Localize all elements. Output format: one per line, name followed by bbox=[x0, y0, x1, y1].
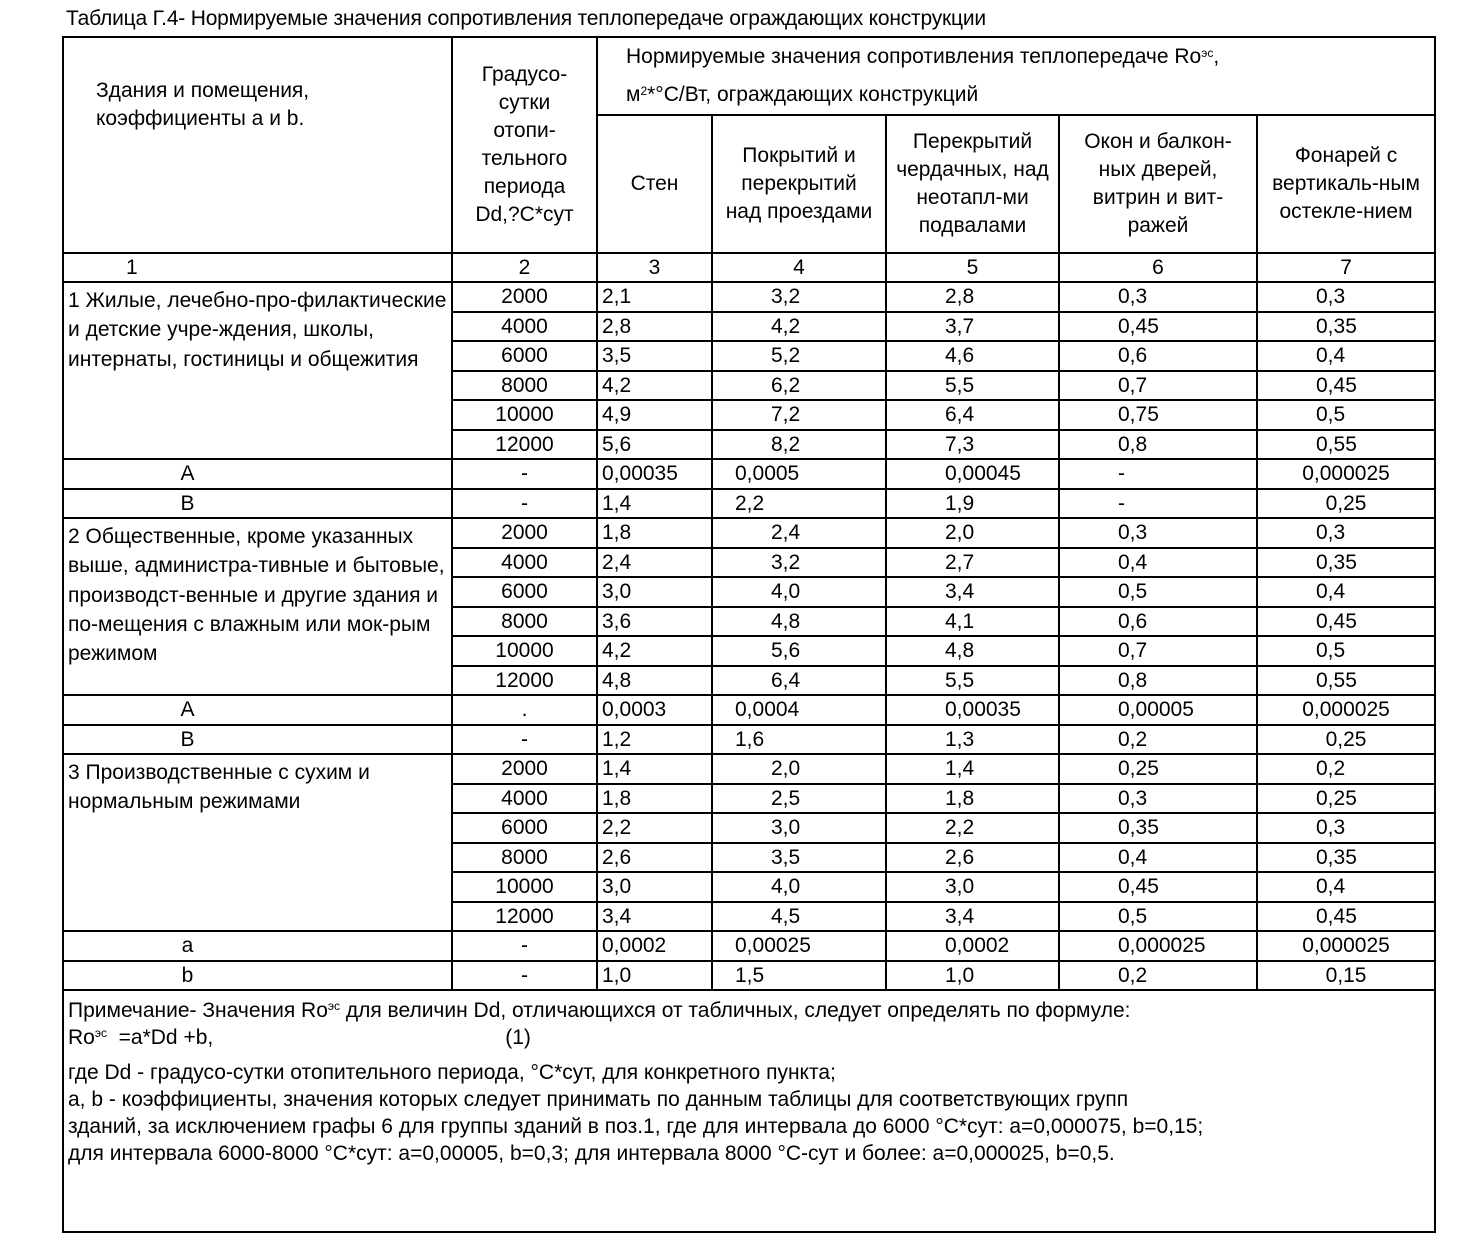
attic-floors-value: 1,3 bbox=[886, 725, 1059, 755]
attic-floors-value: 0,00035 bbox=[886, 695, 1059, 725]
column-number: 4 bbox=[712, 253, 886, 282]
coefficient-label: B bbox=[63, 725, 452, 755]
attic-floors-value: 1,0 bbox=[886, 961, 1059, 991]
walls-value: 2,2 bbox=[597, 813, 712, 843]
walls-value: 1,8 bbox=[597, 518, 712, 548]
skylights-value: 0,45 bbox=[1257, 607, 1435, 637]
degree-days-cell: 6000 bbox=[452, 813, 597, 843]
walls-value: 1,2 bbox=[597, 725, 712, 755]
skylights-value: 0,000025 bbox=[1257, 931, 1435, 961]
walls-value: 1,0 bbox=[597, 961, 712, 991]
coefficient-row-b bbox=[63, 489, 1435, 519]
attic-floors-value: 3,4 bbox=[886, 902, 1059, 932]
column-number: 7 bbox=[1257, 253, 1435, 282]
coefficient-row-b bbox=[63, 725, 1435, 755]
walls-value: 3,5 bbox=[597, 341, 712, 371]
group-label: 3 Производственные с сухим и нормальным режимами bbox=[63, 754, 452, 931]
skylights-value: 0,25 bbox=[1257, 725, 1435, 755]
windows-value: 0,8 bbox=[1059, 666, 1257, 696]
attic-floors-value: 1,8 bbox=[886, 784, 1059, 814]
note-sup: эс bbox=[327, 999, 340, 1013]
walls-value: 5,6 bbox=[597, 430, 712, 460]
walls-value: 4,2 bbox=[597, 371, 712, 401]
skylights-value: 0,5 bbox=[1257, 400, 1435, 430]
roofs-value: 8,2 bbox=[712, 430, 886, 460]
walls-value: 2,8 bbox=[597, 312, 712, 342]
walls-value: 4,9 bbox=[597, 400, 712, 430]
windows-value: 0,6 bbox=[1059, 341, 1257, 371]
windows-value: - bbox=[1059, 489, 1257, 519]
skylights-value: 0,4 bbox=[1257, 341, 1435, 371]
walls-value: 0,00035 bbox=[597, 459, 712, 489]
skylights-value: 0,4 bbox=[1257, 577, 1435, 607]
roofs-value: 2,0 bbox=[712, 754, 886, 784]
header-group-sup: эс bbox=[1201, 46, 1214, 60]
header-windows: Окон и балкон-ных дверей, витрин и вит-ражей bbox=[1059, 115, 1257, 253]
note-line-4: a, b - коэффициенты, значения которых следует принимать по данным таблицы для соответствующих групп bbox=[68, 1088, 1129, 1111]
windows-value: 0,2 bbox=[1059, 725, 1257, 755]
walls-value: 1,4 bbox=[597, 754, 712, 784]
note-row bbox=[63, 990, 1435, 1232]
coefficient-label: a bbox=[63, 931, 452, 961]
attic-floors-value: 3,0 bbox=[886, 872, 1059, 902]
skylights-value: 0,3 bbox=[1257, 282, 1435, 312]
windows-value: 0,25 bbox=[1059, 754, 1257, 784]
roofs-value: 2,4 bbox=[712, 518, 886, 548]
skylights-value: 0,15 bbox=[1257, 961, 1435, 991]
windows-value: 0,3 bbox=[1059, 282, 1257, 312]
formula-number: (1) bbox=[505, 1026, 531, 1049]
degree-days-cell: 8000 bbox=[452, 371, 597, 401]
windows-value: 0,35 bbox=[1059, 813, 1257, 843]
windows-value: 0,4 bbox=[1059, 548, 1257, 578]
degree-days-cell: 2000 bbox=[452, 518, 597, 548]
degree-days-cell: - bbox=[452, 931, 597, 961]
degree-days-cell: 10000 bbox=[452, 400, 597, 430]
walls-value: 4,8 bbox=[597, 666, 712, 696]
attic-floors-value: 4,8 bbox=[886, 636, 1059, 666]
walls-value: 0,0002 bbox=[597, 931, 712, 961]
header-group-unit-sup: 2 bbox=[640, 84, 648, 98]
degree-days-cell: - bbox=[452, 961, 597, 991]
windows-value: 0,5 bbox=[1059, 577, 1257, 607]
attic-floors-value: 6,4 bbox=[886, 400, 1059, 430]
degree-days-cell: 2000 bbox=[452, 754, 597, 784]
roofs-value: 0,00025 bbox=[712, 931, 886, 961]
header-group-resistance bbox=[597, 37, 1435, 115]
walls-value: 2,6 bbox=[597, 843, 712, 873]
coefficient-label: b bbox=[63, 961, 452, 991]
roofs-value: 4,5 bbox=[712, 902, 886, 932]
roofs-value: 2,2 bbox=[712, 489, 886, 519]
degree-days-cell: 2000 bbox=[452, 282, 597, 312]
table-row bbox=[63, 754, 1435, 784]
attic-floors-value: 2,8 bbox=[886, 282, 1059, 312]
note-prefix: Примечание- Значения Ro bbox=[68, 999, 328, 1022]
roofs-value: 1,6 bbox=[712, 725, 886, 755]
skylights-value: 0,3 bbox=[1257, 518, 1435, 548]
walls-value: 0,0003 bbox=[597, 695, 712, 725]
header-group-title: Нормируемые значения сопротивления теплопередаче Ro bbox=[626, 45, 1202, 68]
degree-days-cell: 4000 bbox=[452, 312, 597, 342]
attic-floors-value: 2,2 bbox=[886, 813, 1059, 843]
windows-value: 0,75 bbox=[1059, 400, 1257, 430]
degree-days-cell: 6000 bbox=[452, 341, 597, 371]
group-label: 1 Жилые, лечебно-про-филактические и детские учре-ждения, школы, интернаты, гостиницы и общежития bbox=[63, 282, 452, 459]
header-degree-days: Градусо-сутки отопи-тельного периода Dd,?C*сут bbox=[452, 37, 597, 253]
coefficient-label: A bbox=[63, 695, 452, 725]
table-row bbox=[63, 518, 1435, 548]
roofs-value: 1,5 bbox=[712, 961, 886, 991]
skylights-value: 0,55 bbox=[1257, 666, 1435, 696]
windows-value: 0,5 bbox=[1059, 902, 1257, 932]
degree-days-cell: 4000 bbox=[452, 548, 597, 578]
walls-value: 3,6 bbox=[597, 607, 712, 637]
roofs-value: 2,5 bbox=[712, 784, 886, 814]
roofs-value: 6,2 bbox=[712, 371, 886, 401]
windows-value: 0,3 bbox=[1059, 784, 1257, 814]
roofs-value: 5,2 bbox=[712, 341, 886, 371]
column-number: 6 bbox=[1059, 253, 1257, 282]
coefficient-row-a bbox=[63, 931, 1435, 961]
windows-value: 0,7 bbox=[1059, 636, 1257, 666]
note-line-1 bbox=[68, 997, 1430, 1024]
column-number: 1 bbox=[63, 253, 452, 282]
degree-days-cell: 6000 bbox=[452, 577, 597, 607]
windows-value: 0,000025 bbox=[1059, 931, 1257, 961]
header-group-comma: , bbox=[1213, 45, 1220, 68]
attic-floors-value: 5,5 bbox=[886, 666, 1059, 696]
attic-floors-value: 3,7 bbox=[886, 312, 1059, 342]
attic-floors-value: 0,0002 bbox=[886, 931, 1059, 961]
column-numbers-row bbox=[63, 253, 1435, 282]
table-caption: Таблица Г.4- Нормируемые значения сопротивления теплопередаче ограждающих конструкции bbox=[66, 7, 986, 30]
attic-floors-value: 4,6 bbox=[886, 341, 1059, 371]
table-row bbox=[63, 282, 1435, 312]
attic-floors-value: 5,5 bbox=[886, 371, 1059, 401]
degree-days-cell: 10000 bbox=[452, 636, 597, 666]
header-group-unit: м bbox=[626, 83, 641, 106]
degree-days-cell: - bbox=[452, 489, 597, 519]
skylights-value: 0,55 bbox=[1257, 430, 1435, 460]
windows-value: 0,6 bbox=[1059, 607, 1257, 637]
attic-floors-value: 4,1 bbox=[886, 607, 1059, 637]
formula-rest: =a*Dd +b, bbox=[106, 1026, 214, 1049]
note-line-3: где Dd - градусо-сутки отопительного периода, °С*сут, для конкретного пункта; bbox=[68, 1061, 836, 1084]
windows-value: 0,8 bbox=[1059, 430, 1257, 460]
skylights-value: 0,45 bbox=[1257, 371, 1435, 401]
coefficient-row-a bbox=[63, 459, 1435, 489]
table-note bbox=[63, 990, 1435, 1232]
attic-floors-value: 1,4 bbox=[886, 754, 1059, 784]
degree-days-cell: 12000 bbox=[452, 902, 597, 932]
note-formula bbox=[68, 1024, 1430, 1051]
roofs-value: 0,0005 bbox=[712, 459, 886, 489]
degree-days-cell: 12000 bbox=[452, 430, 597, 460]
formula-sup: эс bbox=[94, 1026, 107, 1040]
roofs-value: 6,4 bbox=[712, 666, 886, 696]
roofs-value: 7,2 bbox=[712, 400, 886, 430]
windows-value: 0,00005 bbox=[1059, 695, 1257, 725]
skylights-value: 0,4 bbox=[1257, 872, 1435, 902]
header-walls: Стен bbox=[597, 115, 712, 253]
formula-base: Ro bbox=[68, 1026, 95, 1049]
roofs-value: 3,0 bbox=[712, 813, 886, 843]
skylights-value: 0,25 bbox=[1257, 784, 1435, 814]
note-line-6: для интервала 6000-8000 °С*сут: a=0,00005, b=0,3; для интервала 8000 °С-сут и более: a=0,000025, b=0,5. bbox=[68, 1142, 1115, 1165]
skylights-value: 0,000025 bbox=[1257, 695, 1435, 725]
attic-floors-value: 2,7 bbox=[886, 548, 1059, 578]
degree-days-cell: 10000 bbox=[452, 872, 597, 902]
degree-days-cell: 4000 bbox=[452, 784, 597, 814]
attic-floors-value: 3,4 bbox=[886, 577, 1059, 607]
degree-days-cell: - bbox=[452, 459, 597, 489]
windows-value: 0,45 bbox=[1059, 312, 1257, 342]
walls-value: 2,4 bbox=[597, 548, 712, 578]
header-group-unit-rest: *°С/Вт, ограждающих конструкций bbox=[647, 83, 979, 106]
coefficient-row-b bbox=[63, 961, 1435, 991]
walls-value: 1,4 bbox=[597, 489, 712, 519]
header-attic-floors: Перекрытий чердачных, над неотапл-ми подвалами bbox=[886, 115, 1059, 253]
attic-floors-value: 7,3 bbox=[886, 430, 1059, 460]
degree-days-cell: . bbox=[452, 695, 597, 725]
resistance-table bbox=[62, 36, 1436, 1233]
column-number: 3 bbox=[597, 253, 712, 282]
attic-floors-value: 2,0 bbox=[886, 518, 1059, 548]
windows-value: - bbox=[1059, 459, 1257, 489]
roofs-value: 3,2 bbox=[712, 548, 886, 578]
degree-days-cell: 8000 bbox=[452, 607, 597, 637]
skylights-value: 0,35 bbox=[1257, 548, 1435, 578]
walls-value: 1,8 bbox=[597, 784, 712, 814]
roofs-value: 5,6 bbox=[712, 636, 886, 666]
skylights-value: 0,000025 bbox=[1257, 459, 1435, 489]
skylights-value: 0,45 bbox=[1257, 902, 1435, 932]
skylights-value: 0,35 bbox=[1257, 312, 1435, 342]
group-label: 2 Общественные, кроме указанных выше, администра-тивные и бытовые, производст-венные и другие здания и по-мещения с влажным или мок-рым режимом bbox=[63, 518, 452, 695]
header-skylights: Фонарей с вертикаль-ным остекле-нием bbox=[1257, 115, 1435, 253]
walls-value: 2,1 bbox=[597, 282, 712, 312]
degree-days-cell: 12000 bbox=[452, 666, 597, 696]
walls-value: 3,0 bbox=[597, 872, 712, 902]
skylights-value: 0,3 bbox=[1257, 813, 1435, 843]
coefficient-row-a bbox=[63, 695, 1435, 725]
attic-floors-value: 0,00045 bbox=[886, 459, 1059, 489]
attic-floors-value: 1,9 bbox=[886, 489, 1059, 519]
windows-value: 0,4 bbox=[1059, 843, 1257, 873]
header-buildings: Здания и помещения, коэффициенты a и b. bbox=[63, 37, 452, 253]
attic-floors-value: 2,6 bbox=[886, 843, 1059, 873]
coefficient-label: B bbox=[63, 489, 452, 519]
column-number: 5 bbox=[886, 253, 1059, 282]
roofs-value: 3,2 bbox=[712, 282, 886, 312]
walls-value: 3,0 bbox=[597, 577, 712, 607]
roofs-value: 4,2 bbox=[712, 312, 886, 342]
column-number: 2 bbox=[452, 253, 597, 282]
skylights-value: 0,35 bbox=[1257, 843, 1435, 873]
walls-value: 3,4 bbox=[597, 902, 712, 932]
note-line-5: зданий, за исключением графы 6 для группы зданий в поз.1, где для интервала до 6000 °С*сут: a=0,000075, b=0,15; bbox=[68, 1115, 1204, 1138]
roofs-value: 4,0 bbox=[712, 577, 886, 607]
walls-value: 4,2 bbox=[597, 636, 712, 666]
windows-value: 0,7 bbox=[1059, 371, 1257, 401]
roofs-value: 0,0004 bbox=[712, 695, 886, 725]
roofs-value: 4,8 bbox=[712, 607, 886, 637]
coefficient-label: A bbox=[63, 459, 452, 489]
degree-days-cell: - bbox=[452, 725, 597, 755]
skylights-value: 0,5 bbox=[1257, 636, 1435, 666]
roofs-value: 3,5 bbox=[712, 843, 886, 873]
degree-days-cell: 8000 bbox=[452, 843, 597, 873]
note-suffix: для величин Dd, отличающихся от табличных, следует определять по формуле: bbox=[340, 999, 1131, 1022]
roofs-value: 4,0 bbox=[712, 872, 886, 902]
skylights-value: 0,2 bbox=[1257, 754, 1435, 784]
skylights-value: 0,25 bbox=[1257, 489, 1435, 519]
header-roofs: Покрытий и перекрытий над проездами bbox=[712, 115, 886, 253]
windows-value: 0,3 bbox=[1059, 518, 1257, 548]
windows-value: 0,45 bbox=[1059, 872, 1257, 902]
windows-value: 0,2 bbox=[1059, 961, 1257, 991]
